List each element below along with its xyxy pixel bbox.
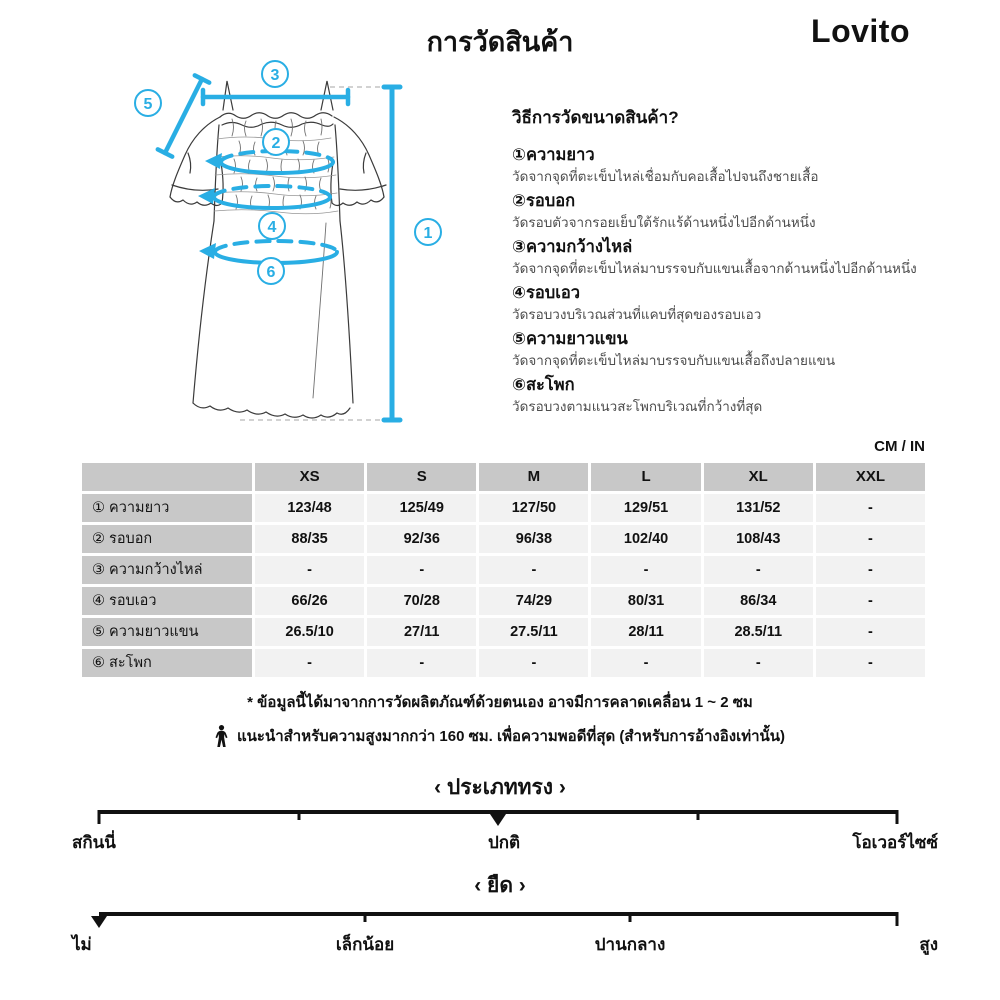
table-cell: 102/40 <box>591 525 700 553</box>
instruction-item-length <box>512 144 967 187</box>
bust-ellipse <box>205 151 333 173</box>
scale-line <box>99 912 897 916</box>
instruction-item-waist <box>512 282 967 325</box>
instruction-item-hip <box>512 374 967 417</box>
shoulder-dimension-line <box>203 90 348 104</box>
fit-type-labels <box>70 829 938 853</box>
scale-tick <box>896 912 899 926</box>
stretch-heading: ‹ ยืด › <box>474 874 526 897</box>
row-label-hip: ⑥ สะโพก <box>82 649 252 677</box>
table-cell: - <box>816 556 925 584</box>
measurement-tolerance-note: * ข้อมูลนี้ได้มาจากการวัดผลิตภัณฑ์ด้วยตนเอง อาจมีการคลาดเคลื่อน 1 ~ 2 ซม <box>247 694 753 711</box>
table-cell: - <box>479 649 588 677</box>
table-cell: - <box>479 556 588 584</box>
instruction-label: ④รอบเอว <box>512 284 581 302</box>
table-cell: - <box>816 587 925 615</box>
column-header-m: M <box>479 463 588 491</box>
scale-tick <box>896 810 899 824</box>
row-label-waist: ④ รอบเอว <box>82 587 252 615</box>
stretch-labels <box>70 931 938 955</box>
table-cell: 127/50 <box>479 494 588 522</box>
fit-type-scale <box>99 810 897 826</box>
callout-3: 3 <box>270 67 280 84</box>
instruction-label: ①ความยาว <box>512 146 595 164</box>
person-icon <box>215 725 228 748</box>
instruction-label: ⑤ความยาวแขน <box>512 330 628 348</box>
table-cell: 27.5/11 <box>479 618 588 646</box>
instruction-description: วัดรอบวงบริเวณส่วนที่แคบที่สุดของรอบเอว <box>512 307 762 322</box>
measurement-annotations <box>158 75 400 420</box>
table-cell: 96/38 <box>479 525 588 553</box>
callout-2: 2 <box>271 135 281 152</box>
table-cell: - <box>255 649 364 677</box>
size-table <box>82 463 925 677</box>
row-label-length: ① ความยาว <box>82 494 252 522</box>
callout-6: 6 <box>266 264 276 281</box>
brand-logo: Lovito <box>811 13 910 49</box>
column-header-xxl: XXL <box>816 463 925 491</box>
stretch-label-none: ไม่ <box>72 935 92 954</box>
instructions-heading: วิธีการวัดขนาดสินค้า? <box>512 108 679 127</box>
table-cell: 88/35 <box>255 525 364 553</box>
table-cell: - <box>255 556 364 584</box>
instruction-description: วัดรอบวงตามแนวสะโพกบริเวณที่กว้างที่สุด <box>512 399 763 414</box>
table-cell: 129/51 <box>591 494 700 522</box>
instruction-description: วัดจากจุดที่ตะเข็บไหล่มาบรรจบกับแขนเสื้อจากด้านหนึ่งไปอีกด้านหนึ่ง <box>512 261 917 276</box>
table-cell: 28.5/11 <box>704 618 813 646</box>
instruction-description: วัดรอบตัวจากรอยเย็บใต้รักแร้ด้านหนึ่งไปอีกด้านหนึ่ง <box>512 215 816 230</box>
table-cell: - <box>591 556 700 584</box>
scale-tick <box>297 810 300 820</box>
sleeve-dimension-line <box>158 75 209 156</box>
column-header-s: S <box>367 463 476 491</box>
height-recommendation-note <box>0 724 1000 748</box>
row-label-sleeve: ⑤ ความยาวแขน <box>82 618 252 646</box>
fit-label-skinny: สกินนี่ <box>72 833 116 852</box>
stretch-label-medium: ปานกลาง <box>594 935 666 954</box>
table-cell: 70/28 <box>367 587 476 615</box>
instruction-item-shoulder <box>512 236 967 279</box>
table-cell: - <box>816 649 925 677</box>
table-cell: 80/31 <box>591 587 700 615</box>
table-cell: 74/29 <box>479 587 588 615</box>
table-cell: 131/52 <box>704 494 813 522</box>
scale-tick <box>629 912 632 922</box>
stretch-label-high: สูง <box>919 935 938 954</box>
table-cell: 92/36 <box>367 525 476 553</box>
table-cell: 86/34 <box>704 587 813 615</box>
table-cell: - <box>704 556 813 584</box>
stretch-label-slight: เล็กน้อย <box>335 935 395 954</box>
table-cell: 28/11 <box>591 618 700 646</box>
height-recommendation-text: แนะนำสำหรับความสูงมากกว่า 160 ซม. เพื่อความพอดีที่สุด (สำหรับการอ้างอิงเท่านั้น) <box>236 728 786 745</box>
column-header-xs: XS <box>255 463 364 491</box>
table-cell: - <box>367 649 476 677</box>
fit-type-marker <box>490 814 506 826</box>
table-cell: - <box>591 649 700 677</box>
scale-tick <box>696 810 699 820</box>
guide-lines <box>240 87 384 420</box>
garment-measurement-diagram <box>100 53 460 425</box>
column-header-l: L <box>591 463 700 491</box>
row-label-bust: ② รอบอก <box>82 525 252 553</box>
row-label-shoulder: ③ ความกว้างไหล่ <box>82 556 252 584</box>
instruction-item-sleeve <box>512 328 967 371</box>
callout-1: 1 <box>423 225 433 242</box>
page-title: การวัดสินค้า <box>426 27 574 57</box>
table-cell: 66/26 <box>255 587 364 615</box>
instruction-description: วัดจากจุดที่ตะเข็บไหล่เชื่อมกับคอเสื้อไปจนถึงชายเสื้อ <box>512 169 819 184</box>
table-cell: 125/49 <box>367 494 476 522</box>
stretch-scale <box>99 912 897 928</box>
instruction-label: ③ความกว้างไหล่ <box>512 238 633 256</box>
table-cell: 123/48 <box>255 494 364 522</box>
callout-5: 5 <box>143 96 153 113</box>
scale-tick <box>363 912 366 922</box>
scale-tick <box>98 810 101 824</box>
table-cell: 26.5/10 <box>255 618 364 646</box>
table-cell: - <box>816 525 925 553</box>
table-corner-cell <box>82 463 252 491</box>
instruction-label: ⑥สะโพก <box>512 376 575 394</box>
unit-label: CM / IN <box>874 438 925 455</box>
table-cell: - <box>704 649 813 677</box>
length-dimension-line <box>384 87 400 420</box>
fit-type-heading: ‹ ประเภททรง › <box>434 776 566 799</box>
table-cell: - <box>816 618 925 646</box>
table-cell: 108/43 <box>704 525 813 553</box>
column-header-xl: XL <box>704 463 813 491</box>
instruction-item-bust <box>512 190 967 233</box>
table-cell: 27/11 <box>367 618 476 646</box>
callout-4: 4 <box>267 219 277 236</box>
fit-label-regular: ปกติ <box>487 833 521 852</box>
stretch-marker <box>91 916 107 928</box>
measurement-instructions <box>512 104 967 420</box>
table-cell: - <box>816 494 925 522</box>
fit-label-oversize: โอเวอร์ไซซ์ <box>852 833 938 852</box>
instruction-description: วัดจากจุดที่ตะเข็บไหล่มาบรรจบกับแขนเสื้อถึงปลายแขน <box>512 353 836 368</box>
instruction-label: ②รอบอก <box>512 192 576 210</box>
table-cell: - <box>367 556 476 584</box>
